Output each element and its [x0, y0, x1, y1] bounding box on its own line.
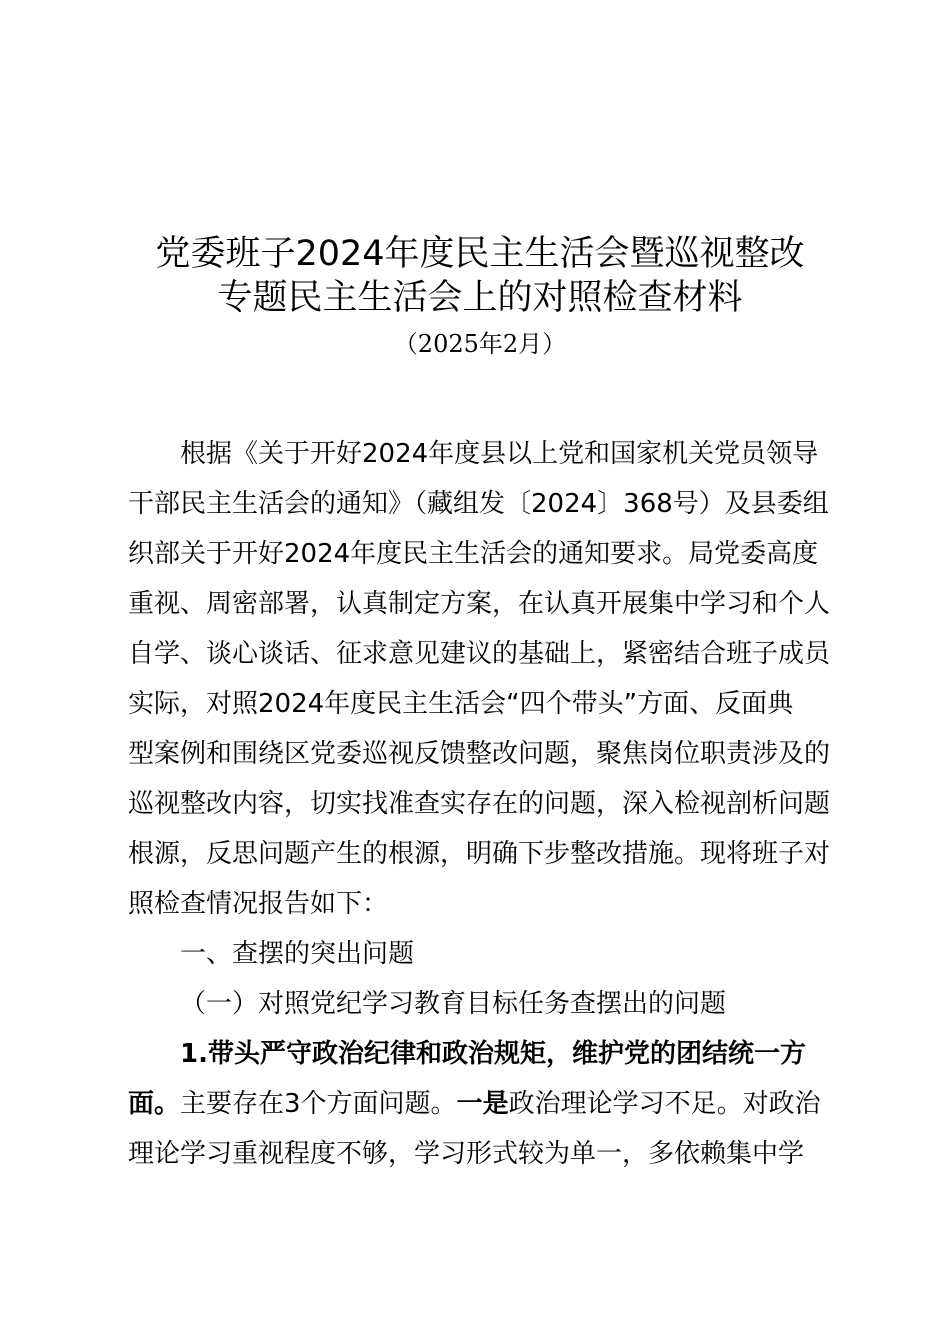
paragraph-1-line-10: 照检查情况报告如下：: [128, 889, 389, 919]
document-title-line-2: 专题民主生活会上的对照检查材料: [217, 278, 743, 318]
document-title-line-1: 党委班子2024年度民主生活会暨巡视整改: [155, 234, 805, 274]
section-heading-1: 一、查摆的突出问题: [180, 939, 415, 969]
paragraph-1-line-1: 根据《关于开好2024年度县以上党和国家机关党员领导: [180, 439, 819, 469]
paragraph-1-line-2: 干部民主生活会的通知》（藏组发〔2024〕368号）及县委组: [128, 489, 829, 519]
subsection-heading-1: （一）对照党纪学习教育目标任务查摆出的问题: [180, 989, 727, 1019]
document-body: [128, 429, 832, 1179]
item-1-heading-line-1: 1.带头严守政治纪律和政治规矩，维护党的团结统一方: [180, 1039, 806, 1069]
item-1-point-marker: 一是: [456, 1089, 509, 1119]
document-page: [128, 0, 832, 1344]
paragraph-1-line-4: 重视、周密部署，认真制定方案，在认真开展集中学习和个人: [128, 589, 831, 619]
item-1-summary: 主要存在3个方面问题。: [180, 1089, 457, 1119]
paragraph-1-line-6: 实际，对照2024年度民主生活会“四个带头”方面、反面典: [128, 689, 794, 719]
item-1-point-text: 政治理论学习不足。对政治: [508, 1089, 821, 1119]
paragraph-1-line-8: 巡视整改内容，切实找准查实存在的问题，深入检视剖析问题: [128, 789, 831, 819]
paragraph-1-line-9: 根源，反思问题产生的根源，明确下步整改措施。现将班子对: [128, 839, 831, 869]
paragraph-1-line-3: 织部关于开好2024年度民主生活会的通知要求。局党委高度: [128, 539, 819, 569]
item-1-line-2: [128, 1079, 832, 1129]
paragraph-1-line-7: 型案例和围绕区党委巡视反馈整改问题，聚焦岗位职责涉及的: [128, 739, 831, 769]
document-date: （2025年2月）: [393, 330, 567, 358]
paragraph-1-line-5: 自学、谈心谈话、征求意见建议的基础上，紧密结合班子成员: [128, 639, 831, 669]
title-block: [128, 232, 832, 360]
item-1-heading-end: 面。: [128, 1089, 181, 1119]
item-1-line-3: 理论学习重视程度不够，学习形式较为单一，多依赖集中学: [128, 1139, 805, 1169]
